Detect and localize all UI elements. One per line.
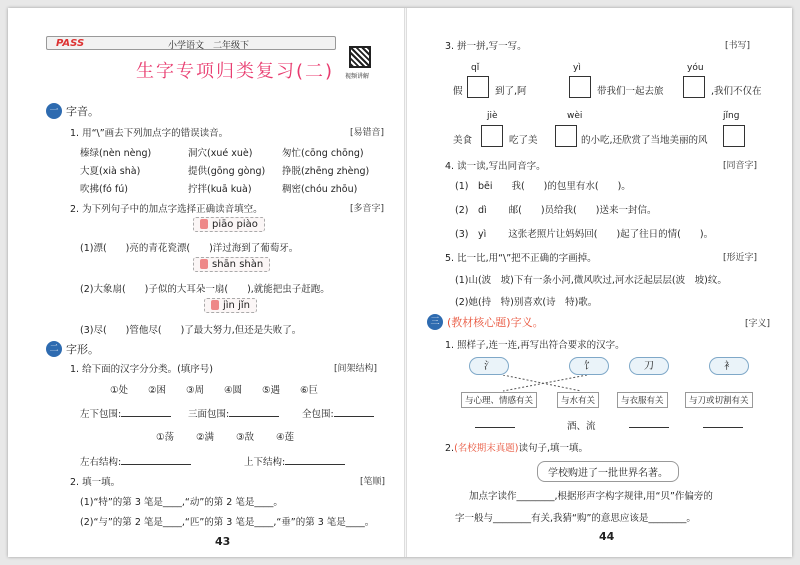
sentence-part: 美食 (453, 135, 473, 146)
answer-blank[interactable] (629, 418, 669, 431)
example-answer: 酒、流 (567, 421, 596, 432)
choice-line: (2)她(持 特)别喜欢(诗 特)歌。 (455, 297, 598, 308)
stroke-line: (1)“特”的第 3 笔是____,“动”的第 2 笔是____。 (80, 497, 283, 508)
page-number: 44 (599, 530, 615, 543)
meaning-category: 与刀或切割有关 (685, 392, 753, 408)
pinyin-label: jǐng (723, 111, 740, 121)
section-heading-2 (46, 341, 99, 357)
section-number: 一 (46, 103, 62, 119)
pinyin-item: 洞穴(xué xuè) (188, 148, 253, 159)
qr-caption: 视频讲解 (345, 73, 370, 80)
pinyin-options: jìn jǐn (204, 298, 257, 313)
answer-blank[interactable] (334, 407, 374, 417)
section-label: 字音。 (66, 105, 99, 118)
fill-sentence: (1)漂( )亮的青花瓷漂( )洋过海到了葡萄牙。 (80, 243, 299, 254)
meaning-category: 与心理、情感有关 (461, 392, 537, 408)
pinyin-label: jiè (487, 111, 498, 121)
question-text: 1. 用“\”画去下列加点字的错误读音。 (70, 128, 229, 139)
question-tag: [间架结构] (334, 364, 378, 374)
match-lines[interactable] (407, 375, 793, 393)
pinyin-item: 提供(gōng gòng) (188, 166, 266, 177)
pinyin-label: qǐ (471, 63, 480, 73)
question-text: 4. 读一读,写出同音字。 (445, 161, 546, 172)
question-tag: [多音字] (350, 204, 385, 214)
question-tag: [笔顺] (360, 477, 386, 487)
char-option: ②满 (196, 432, 215, 443)
sentence-part: 带我们一起去旅 (597, 86, 664, 97)
question-tag: [形近字] (723, 253, 758, 263)
char-option: ②困 (148, 385, 167, 396)
page-number: 43 (215, 535, 231, 548)
pinyin-item: 大夏(xià shà) (80, 166, 141, 177)
meaning-category: 与衣服有关 (617, 392, 668, 408)
char-option: ⑤遇 (262, 385, 281, 396)
homophone-line: (2) dì 邮( )员给我( )送来一封信。 (455, 205, 657, 216)
char-option: ④莲 (276, 432, 295, 443)
question-text: 2.(名校期末真题)读句子,填一填。 (445, 443, 589, 454)
sentence-part: 到了,阿 (495, 86, 527, 97)
answer-blank[interactable] (703, 418, 743, 431)
pinyin-options: piāo piào (193, 217, 265, 232)
char-write-box[interactable] (467, 76, 489, 98)
question-text: 3. 拼一拼,写一写。 (445, 41, 527, 52)
fill-line: 字一般与________有关,我猜“购”的意思应该是________。 (455, 513, 696, 524)
radical-bubble: 刀 (629, 357, 669, 375)
answer-blank[interactable] (475, 418, 515, 431)
pencil-icon (211, 300, 219, 310)
category-label: 全包围: (302, 406, 374, 420)
left-page (8, 8, 406, 557)
answer-blank[interactable] (229, 407, 279, 417)
section-heading-3 (427, 314, 544, 330)
char-write-box[interactable] (481, 125, 503, 147)
quote-sentence: 学校购进了一批世界名著。 (537, 461, 679, 482)
char-write-box[interactable] (683, 76, 705, 98)
choice-line: (1)山(波 坡)下有一条小河,微风吹过,河水泛起层层(波 坡)纹。 (455, 275, 727, 286)
char-option: ③周 (186, 385, 205, 396)
fill-line: 加点字读作________,根据形声字构字规律,用“贝”作偏旁的 (469, 491, 713, 502)
char-write-box[interactable] (569, 76, 591, 98)
char-option: ③敌 (236, 432, 255, 443)
question-text: 1. 照样子,连一连,再写出符合要求的汉字。 (445, 340, 625, 351)
homophone-line: (1) bēi 我( )的包里有水( )。 (455, 181, 631, 192)
radical-bubble: 饣 (569, 357, 609, 375)
radical-bubble: 氵 (469, 357, 509, 375)
question-text: 2. 填一填。 (70, 477, 121, 488)
sentence-part: 吃了美 (509, 135, 538, 146)
answer-blank[interactable] (121, 455, 191, 465)
section-number: 三 (427, 314, 443, 330)
category-label: 左右结构: (80, 454, 191, 468)
char-option: ④圆 (224, 385, 243, 396)
subject-label: 小学语文 二年级下 (168, 41, 250, 51)
question-text: 2. 为下列句子中的加点字选择正确读音填空。 (70, 204, 263, 215)
qr-code-icon[interactable] (349, 46, 371, 68)
answer-blank[interactable] (121, 407, 171, 417)
pencil-icon (200, 219, 208, 229)
section-label: 字形。 (66, 343, 99, 356)
category-label: 左下包围: (80, 406, 171, 420)
fill-sentence: (3)尽( )管他尽( )了最大努力,但还是失败了。 (80, 325, 302, 336)
pinyin-item: 吹拂(fó fú) (80, 184, 128, 195)
pinyin-item: 挣脱(zhēng zhèng) (282, 166, 370, 177)
question-tag: [书写] (725, 41, 751, 51)
homophone-line: (3) yì 这张老照片让妈妈回( )起了往日的情( )。 (455, 229, 714, 240)
pinyin-item: 稠密(chóu zhōu) (282, 184, 358, 195)
fill-sentence: (2)大象扇( )子似的大耳朵一扇( ),就能把虫子赶跑。 (80, 284, 330, 295)
question-tag: [字义] (745, 319, 771, 329)
stroke-line: (2)“与”的第 2 笔是____,“匹”的第 3 笔是____,“垂”的第 3 笔是____。 (80, 517, 375, 528)
char-option: ①处 (110, 385, 129, 396)
question-tag: [易错音] (350, 128, 385, 138)
question-text: 5. 比一比,用“\”把不正确的字画掉。 (445, 253, 597, 264)
pinyin-item: 拧拌(kuā kuà) (188, 184, 252, 195)
meaning-category: 与水有关 (557, 392, 599, 408)
pinyin-label: yì (573, 63, 581, 73)
question-text: 1. 给下面的汉字分分类。(填序号) (70, 364, 213, 375)
pinyin-label: wèi (567, 111, 583, 121)
pass-logo: PASS (56, 38, 85, 49)
char-option: ①荡 (156, 432, 175, 443)
sentence-part: 的小吃,还欣赏了当地美丽的风 (581, 135, 708, 146)
pinyin-item: 匆忙(cōng chōng) (282, 148, 364, 159)
right-page (406, 8, 792, 557)
char-write-box[interactable] (555, 125, 577, 147)
pinyin-options: shān shàn (193, 257, 270, 272)
page-title: 生字专项归类复习(二) (136, 61, 335, 82)
pencil-icon (200, 259, 208, 269)
question-tag: [同音字] (723, 161, 758, 171)
category-label: 上下结构: (244, 454, 345, 468)
category-label: 三面包围: (188, 406, 279, 420)
sentence-part: ,我们不仅在 (711, 86, 762, 97)
pinyin-item: 榛绿(nèn nèng) (80, 148, 152, 159)
char-write-box[interactable] (723, 125, 745, 147)
section-heading-1 (46, 103, 99, 119)
sentence-part: 假 (453, 86, 463, 97)
section-number: 二 (46, 341, 62, 357)
char-option: ⑥巨 (300, 385, 319, 396)
section-label: (教材核心题)字义。 (447, 316, 544, 329)
pinyin-label: yóu (687, 63, 704, 73)
radical-bubble: 衤 (709, 357, 749, 375)
page-spread (8, 8, 792, 557)
answer-blank[interactable] (285, 455, 345, 465)
